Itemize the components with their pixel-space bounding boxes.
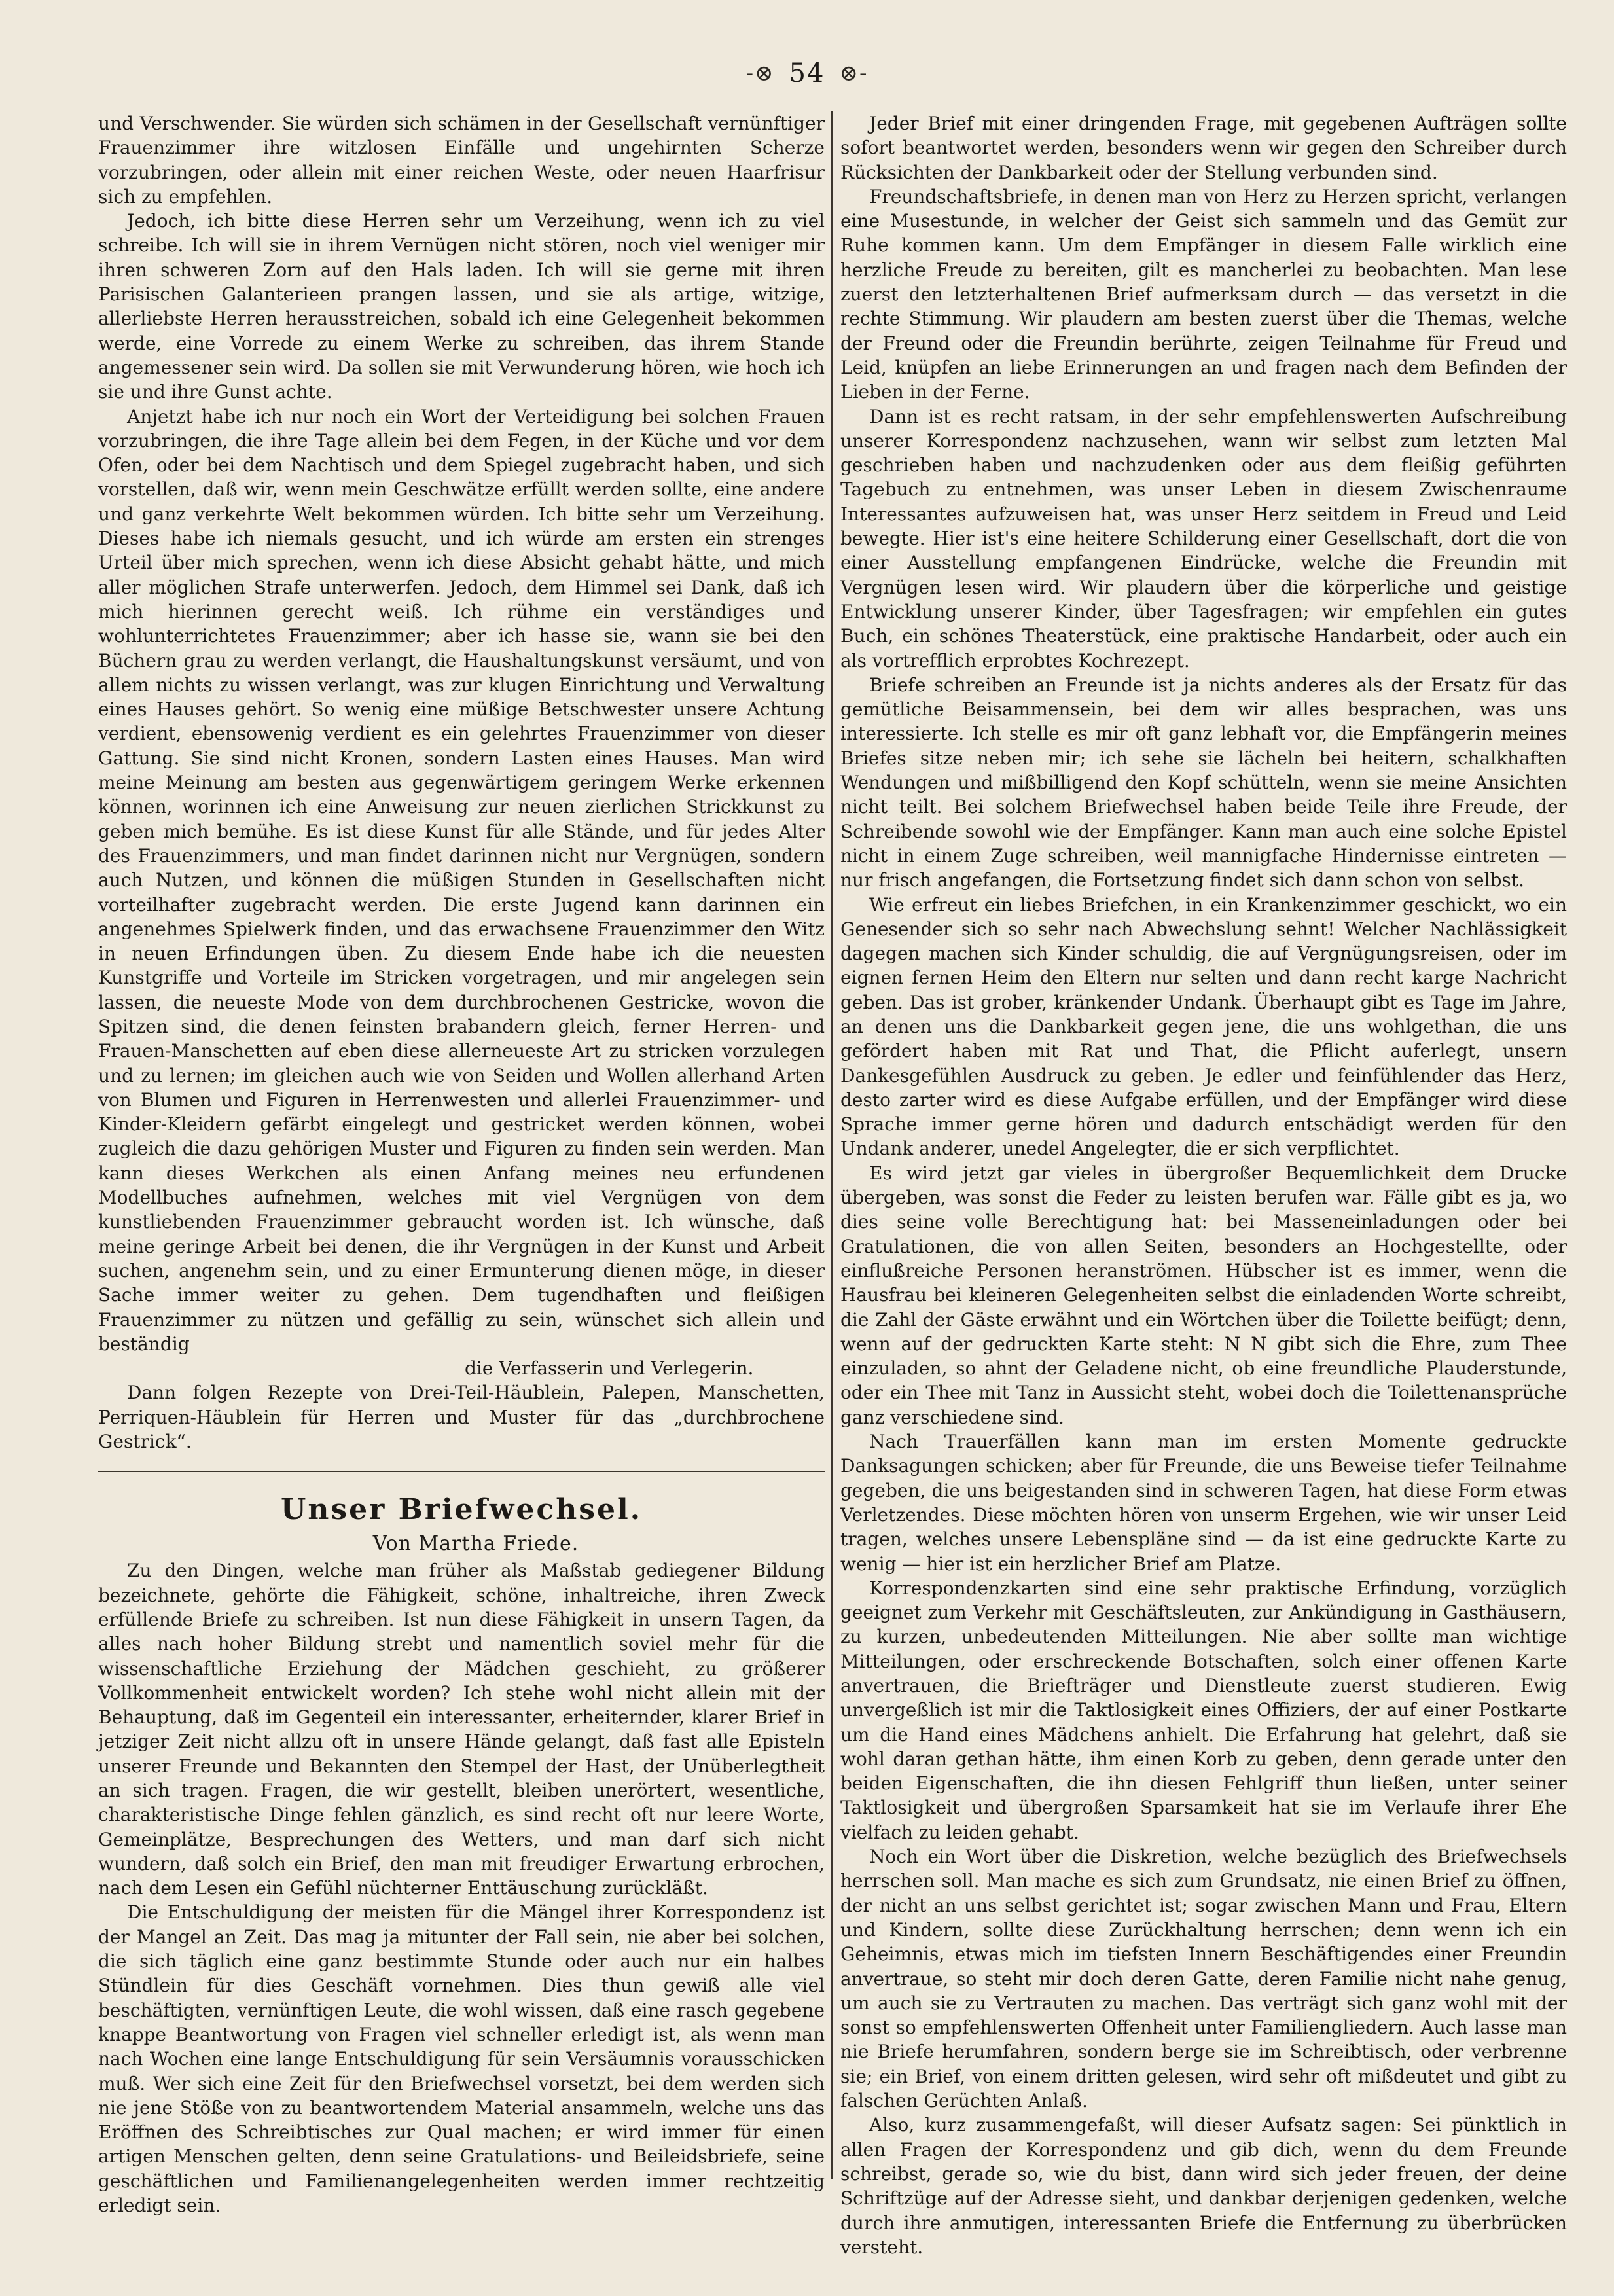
right-column bbox=[840, 111, 1567, 2258]
paragraph: Dann ist es recht ratsam, in der sehr empfehlenswerten Aufschreibung unserer Korrespondenz nachzusehen, wann wir selbst zum letzten Mal geschrieben haben und nachzudenken oder aus dem fleißig geführten Tagebuch zu entnehmen, was unser Leben in diesem Zwischenraume Interessantes aufzuweisen hat, was unser Herz seitdem in Freud und Leid bewegte. Hier ist's eine heitere Schilderung einer Gesellschaft, dort die von einer Ausstellung empfangenen Eindrücke, welche die Freundin mit Vergnügen lesen wird. Wir plaudern über die körperliche und geistige Entwicklung unserer Kinder, über Tagesfragen; wir empfehlen ein gutes Buch, ein schönes Theaterstück, eine praktische Handarbeit, oder auch ein als vortrefflich erprobtes Kochrezept. bbox=[840, 405, 1567, 672]
paragraph: Noch ein Wort über die Diskretion, welche bezüglich des Briefwechsels herrschen soll. Man mache es sich zum Grundsatz, nie einen Brief zu öffnen, der nicht an uns selbst gerichtet ist; sogar zwischen Mann und Frau, Eltern und Kindern, sollte diese Zurückhaltung herrschen; denn wenn ich ein Geheimnis, etwas mich im tiefsten Innern Beschäftigendes einer Freundin anvertraue, so steht mir doch deren Gatte, deren Familie nicht nahe genug, um auch sie zu Vertrauten zu machen. Das verträgt sich ganz wohl mit der sonst so empfehlenswerten Offenheit unter Familiengliedern. Auch lasse man nie Briefe herumfahren, sondern berge sie im Schreibtisch, oder verbrenne sie; ein Brief, von einem dritten gelesen, wird sehr oft mißdeutet und gibt zu falschen Gerüchten Anlaß. bbox=[840, 1846, 1567, 2112]
ornament-right: ⊗- bbox=[839, 60, 869, 86]
paragraph: und Verschwender. Sie würden sich schämen in der Gesellschaft vernünftiger Frauenzimmer ihre witzlosen Einfälle und ungehirnten Scherze vorzubringen, oder allein mit einer reichen Weste, oder neuen Haarfrisur sich zu empfehlen. bbox=[98, 113, 825, 207]
paragraph: Die Entschuldigung der meisten für die Mängel ihrer Korrespondenz ist der Mangel an Zeit. Das mag ja mitunter der Fall sein, nie aber bei solchen, die sich täglich eine ganz bestimmte Stunde oder auch nur ein halbes Stündlein für dies Geschäft vornehmen. Dies thun gewiß alle viel beschäftigten, vernünftigen Leute, die wohl wissen, daß eine rasch gegebene knappe Beantwortung von Fragen viel schneller erledigt ist, als wenn man nach Wochen eine lange Entschuldigung für sein Versäumnis vorausschicken muß. Wer sich eine Zeit für den Briefwechsel vorsetzt, bei dem werden sich nie jene Stöße von zu beantwortendem Material ansammeln, welche uns das Eröffnen des Schreibtisches zur Qual machen; er wird immer für einen artigen Menschen gelten, denn seine Gratulations- und Beileidsbriefe, seine geschäftlichen und Familienangelegenheiten werden immer rechtzeitig erledigt sein. bbox=[98, 1901, 825, 2217]
article-byline: Von Martha Friede. bbox=[372, 1532, 579, 1556]
paragraph: Es wird jetzt gar vieles in übergroßer Bequemlichkeit dem Drucke übergeben, was sonst die Feder zu leisten berufen war. Fälle gibt es ja, wo dies seine volle Berechtigung hat: bei Masseneinladungen oder bei Gratulationen, die von allen Seiten, besonders an Hochgestellte, oder einflußreiche Personen heranströmen. Hübscher ist es immer, wenn die Hausfrau bei kleineren Gelegenheiten selbst die einladenden Worte schreibt, die Zahl der Gäste erwähnt und ein Wörtchen über die Toilette beifügt; denn, wenn auf der gedruckten Karte steht: N N gibt sich die Ehre, zum Thee einzuladen, so ahnt der Geladene nicht, ob eine freundliche Plauderstunde, oder ein Thee mit Tanz in Aussicht steht, wobei doch die Toilettenansprüche ganz verschiedene sind. bbox=[840, 1162, 1567, 1428]
article-title: Unser Briefwechsel. bbox=[280, 1493, 643, 1527]
paragraph: Anjetzt habe ich nur noch ein Wort der Verteidigung bei solchen Frauen vorzubringen, die ihre Tage allein bei dem Fegen, in der Küche und vor dem Ofen, oder bei dem Nachtisch und dem Spiegel zugebracht haben, und sich vorstellen, daß wir, wenn mein Geschwätze erfüllt werden sollte, eine andere und ganz verkehrte Welt bekommen würden. Ich bitte sehr um Verzeihung. Dieses habe ich niemals gesucht, und ich würde am ersten ein strenges Urteil über mich sprechen, wenn ich diese Absicht gehabt hätte, und mich aller möglichen Strafe unterwerfen. Jedoch, dem Himmel sei Dank, daß ich mich hierinnen gerecht weiß. Ich rühme ein verständiges und wohlunterrichtetes Frauenzimmer; aber ich hasse sie, wann sie bei den Büchern grau zu werden verlangt, die Haushaltungskunst versäumt, und von allem nichts zu wissen verlangt, was zur klugen Einrichtung und Verwaltung eines Hauses gehört. So wenig eine müßige Betschwester unsere Achtung verdient, ebensowenig verdient es ein gelehrtes Frauenzimmer von dieser Gattung. Sie sind nicht Kronen, sondern Lasten eines Hauses. Man wird meine Meinung am besten aus gegenwärtigem geringem Werke erkennen können, worinnen ich eine Anweisung zur neuen zierlichen Strickkunst zu geben mich bemühe. Es ist diese Kunst für alle Stände, und für jedes Alter des Frauenzimmers, und man findet darinnen nicht nur Vergnügen, sondern auch Nutzen, und können die müßigen Stunden in Gesellschaften nicht vorteilhafter zugebracht werden. Die erste Jugend kann darinnen ein angenehmes Spielwerk finden, und das erwachsene Frauenzimmer den Witz in neuen Erfindungen üben. Zu diesem Ende habe ich die neuesten Kunstgriffe und Vorteile im Stricken vorgetragen, und mir angelegen sein lassen, die neueste Mode von dem durchbrochenen Gestricke, wovon die Spitzen sind, die denen feinsten brabandern gleich, ferner Herren- und Frauen-Manschetten auf eben diese allerneueste Art zu stricken vorzulegen und zu lernen; im gleichen auch wie von Seiden und Wollen allerhand Arten von Blumen und Figuren in Herrenwesten und allerlei Frauenzimmer- und Kinder-Kleidern gefärbt eingelegt und gestricket werden können, wobei zugleich die dazu gehörigen Muster und Figuren zu finden sein werden. Man kann dieses Werkchen als einen Anfang meines neu erfundenen Modellbuches aufnehmen, welches mit viel Vergnügen von dem kunstliebenden Frauenzimmer gebraucht worden ist. Ich wünsche, daß meine geringe Arbeit bei denen, die ihr Vergnügen in der Kunst und Arbeit suchen, angenehm sein, und zu einer Ermunterung dienen möge, in dieser Sache immer weiter zu gehen. Dem tugendhaften und fleißigen Frauenzimmer zu nützen und gefällig zu sein, wünschet sich allein und beständig bbox=[98, 405, 825, 1355]
paragraph: Also, kurz zusammengefaßt, will dieser Aufsatz sagen: Sei pünktlich in allen Fragen der Korrespondenz und gib dich, wenn du dem Freunde schreibst, gerade so, wie du bist, dann wird sich jeder freuen, der deine Schriftzüge auf der Adresse sieht, und dankbar derjenigen gedenken, welche durch ihre anmutigen, interessanten Briefe die Entfernung zu überbrücken versteht. bbox=[840, 2114, 1567, 2258]
paragraph: Freundschaftsbriefe, in denen man von Herz zu Herzen spricht, verlangen eine Musestunde, in welcher der Geist sich sammeln und das Gemüt zur Ruhe kommen kann. Um dem Empfänger in diesem Falle wirklich eine herzliche Freude zu bereiten, gilt es mancherlei zu beobachten. Man lese zuerst den letzterhaltenen Brief aufmerksam durch — das versetzt in die rechte Stimmung. Wir plaudern am besten zuerst über die Themas, welche der Freund oder die Freundin berührte, zeigen Teilnahme für Freud und Leid, knüpfen an liebe Erinnerungen an und fragen nach dem Befinden der Lieben in der Ferne. bbox=[840, 185, 1567, 403]
left-column bbox=[98, 111, 825, 2217]
paragraph: Dann folgen Rezepte von Drei-Teil-Häublein, Palepen, Manschetten, Perriquen-Häublein für Herren und Muster für das „durchbrochene Gestrick“. bbox=[98, 1382, 825, 1453]
page-number: 54 bbox=[789, 58, 825, 88]
page-header bbox=[0, 54, 1614, 93]
paragraph: Jedoch, ich bitte diese Herren sehr um Verzeihung, wenn ich zu viel schreibe. Ich will sie in ihrem Vernügen nicht stören, noch viel weniger mir ihren schweren Zorn auf den Hals laden. Ich will sie gerne mit ihren Parisischen Galanterieen prangen lassen, und sie als artige, witzige, allerliebste Herren herausstreichen, sobald ich eine Gelegenheit bekommen werde, eine Vorrede zu einem Werke zu schreiben, das ihrem Stande angemessener sein wird. Da sollen sie mit Verwunderung hören, wie hoch ich sie und ihre Gunst achte. bbox=[98, 210, 825, 403]
section-divider bbox=[98, 1471, 825, 1472]
paragraph: Briefe schreiben an Freunde ist ja nichts anderes als der Ersatz für das gemütliche Beisammensein, bei dem wir alles besprachen, was uns interessierte. Ich stelle es mir oft ganz lebhaft vor, die Empfängerin meines Briefes sitze neben mir; ich sehe sie lächeln bei heitern, schalkhaften Wendungen und mißbilligend den Kopf schütteln, wenn sie meine Ansichten nicht teilt. Bei solchem Briefwechsel haben beide Teile ihre Freude, der Schreibende sowohl wie der Empfänger. Kann man auch eine solche Epistel nicht in einem Zuge schreiben, weil mannigfache Hindernisse eintreten — nur frisch angefangen, die Fortsetzung findet sich dann schon von selbst. bbox=[840, 673, 1567, 891]
paragraph: Wie erfreut ein liebes Briefchen, in ein Krankenzimmer geschickt, wo ein Genesender sich so sehr nach Abwechslung sehnt! Welcher Nachlässigkeit dagegen machen sich Kinder schuldig, die auf Vergnügungsreisen, oder im eignen fernen Heim den Eltern nur selten und dann recht karge Nachricht geben. Das ist grober, kränkender Undank. Überhaupt gibt es Tage im Jahre, an denen uns die Dankbarkeit gegen jene, die uns wohlgethan, die uns gefördert haben mit Rat und That, die Pflicht auferlegt, unsern Dankesgefühlen Ausdruck zu geben. Je edler und feinfühlender das Herz, desto zarter wird es diese Aufgabe erfüllen, und der Empfänger wird diese Sprache immer gerne hören und dadurch entschädigt werden für den Undank anderer, unedel Angelegter, die er sich verpflichtet. bbox=[840, 893, 1567, 1160]
paragraph: Korrespondenzkarten sind eine sehr praktische Erfindung, vorzüglich geeignet zum Verkehr mit Geschäftsleuten, zur Ankündigung in Gasthäusern, zu kurzen, unbedeutenden Mitteilungen. Nie aber sollte man wichtige Mitteilungen, oder erschreckende Botschaften, solch einer offenen Karte anvertrauen, die Briefträger und Dienstleute zuerst studieren. Ewig unvergeßlich ist mir die Taktlosigkeit eines Offiziers, der auf einer Postkarte um die Hand eines Mädchens anhielt. Die Erfahrung hat gelehrt, daß sie wohl daran gethan hätte, ihm einen Korb zu geben, denn gerade unter den beiden Eigenschaften, die ihn diesen Fehlgriff thun ließen, unter seiner Taktlosigkeit und übergroßen Sparsamkeit hat sie im Verlaufe ihrer Ehe vielfach zu leiden gehabt. bbox=[840, 1577, 1567, 1843]
ornament-left: -⊗ bbox=[745, 60, 775, 86]
paragraph: Nach Trauerfällen kann man im ersten Momente gedruckte Danksagungen schicken; aber für Freunde, die uns Beweise tiefer Teilnahme gegeben, die uns beigestanden sind in schweren Tagen, hat diese Form etwas Verletzendes. Diese möchten hören von unserm Ergehen, wie wir unser Leid tragen, welches unsere Lebenspläne sind — da ist eine gedruckte Karte zu wenig — hier ist ein herzlicher Brief am Platze. bbox=[840, 1431, 1567, 1575]
column-divider bbox=[831, 111, 833, 2179]
paragraph: Jeder Brief mit einer dringenden Frage, mit gegebenen Aufträgen sollte sofort beantwortet werden, besonders wenn wir gegen den Schreiber durch Rücksichten der Dankbarkeit oder der Stellung verbunden sind. bbox=[840, 113, 1567, 183]
signature: die Verfasserin und Verlegerin. bbox=[465, 1357, 754, 1380]
paragraph: Zu den Dingen, welche man früher als Maßstab gediegener Bildung bezeichnete, gehörte die Fähigkeit, schöne, inhaltreiche, ihren Zweck erfüllende Briefe zu schreiben. Ist nun diese Fähigkeit in unsern Tagen, da alles nach hoher Bildung strebt und namentlich soviel mehr für die wissenschaftliche Erziehung der Mädchen geschieht, zu größerer Vollkommenheit entwickelt worden? Ich stehe wohl nicht allein mit der Behauptung, daß im Gegenteil ein interessanter, erheiternder, klarer Brief in jetziger Zeit nicht allzu oft in unsere Hände gelangt, daß fast alle Episteln unserer Freunde und Bekannten den Stempel der Hast, der Unüberlegtheit an sich tragen. Fragen, die wir gestellt, bleiben unerörtert, wesentliche, charakteristische Dinge fehlen gänzlich, es sind recht oft nur leere Worte, Gemeinplätze, Besprechungen des Wetters, und man darf sich nicht wundern, daß solch ein Brief, den man mit freudiger Erwartung erbrochen, nach dem Lesen ein Gefühl nüchterner Enttäuschung zurückläßt. bbox=[98, 1560, 825, 1899]
